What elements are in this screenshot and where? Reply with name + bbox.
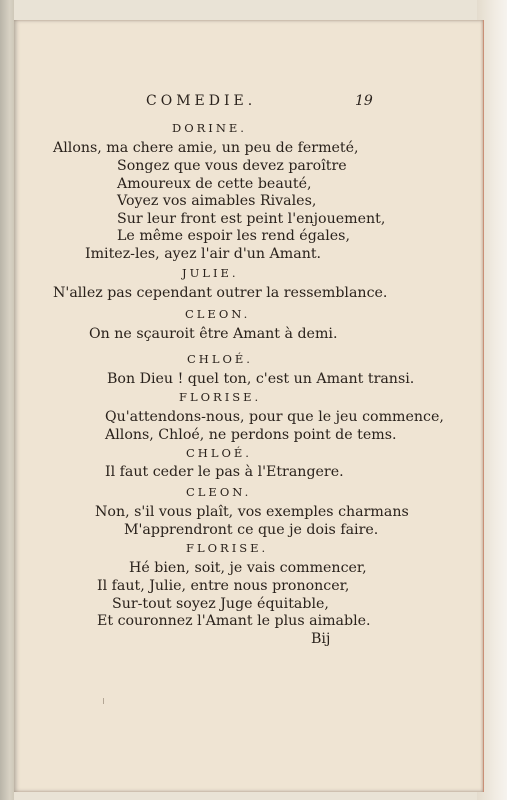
speaker-julie: JULIE. <box>182 266 239 280</box>
verse-line: Il faut ceder le pas à l'Etrangere. <box>105 464 344 480</box>
speaker-cleon: CLEON. <box>185 307 251 321</box>
verse-line: Voyez vos aimables Rivales, <box>117 193 317 209</box>
verse-line: Allons, ma chere amie, un peu de fermeté, <box>53 140 359 156</box>
signature-mark: Bij <box>311 631 331 647</box>
page-speck <box>103 698 104 704</box>
speaker-cleon: CLEON. <box>186 485 252 499</box>
book-page <box>14 20 484 792</box>
verse-line: M'apprendront ce que je dois faire. <box>124 522 379 538</box>
verse-line: Allons, Chloé, ne perdons point de tems. <box>105 427 397 443</box>
verse-line: Non, s'il vous plaît, vos exemples charmans <box>95 504 409 520</box>
verse-line: Sur leur front est peint l'enjouement, <box>117 211 386 227</box>
verse-line: Amoureux de cette beauté, <box>117 176 312 192</box>
speaker-chloe: CHLOÉ. <box>187 352 253 366</box>
verse-line: Bon Dieu ! quel ton, c'est un Amant transi. <box>107 371 415 387</box>
page-number: 19 <box>355 93 373 109</box>
verse-line: On ne sçauroit être Amant à demi. <box>89 326 338 342</box>
verse-line: N'allez pas cependant outrer la ressemblance. <box>53 285 388 301</box>
verse-line: Qu'attendons-nous, pour que le jeu commence, <box>105 409 444 425</box>
verse-line: Le même espoir les rend égales, <box>117 228 350 244</box>
scan-left-edge <box>0 0 14 800</box>
verse-line: Songez que vous devez paroître <box>117 158 347 174</box>
verse-line: Il faut, Julie, entre nous prononcer, <box>97 578 350 594</box>
verse-line: Imitez-les, ayez l'air d'un Amant. <box>85 246 322 262</box>
running-title: COMEDIE. <box>146 93 257 109</box>
speaker-dorine: DORINE. <box>172 121 247 135</box>
speaker-chloe: CHLOÉ. <box>186 446 252 460</box>
verse-line: Et couronnez l'Amant le plus aimable. <box>97 613 371 629</box>
verse-line: Sur-tout soyez Juge équitable, <box>112 596 329 612</box>
speaker-florise: FLORISE. <box>186 541 269 555</box>
speaker-florise: FLORISE. <box>179 390 262 404</box>
verse-line: Hé bien, soit, je vais commencer, <box>129 560 367 576</box>
